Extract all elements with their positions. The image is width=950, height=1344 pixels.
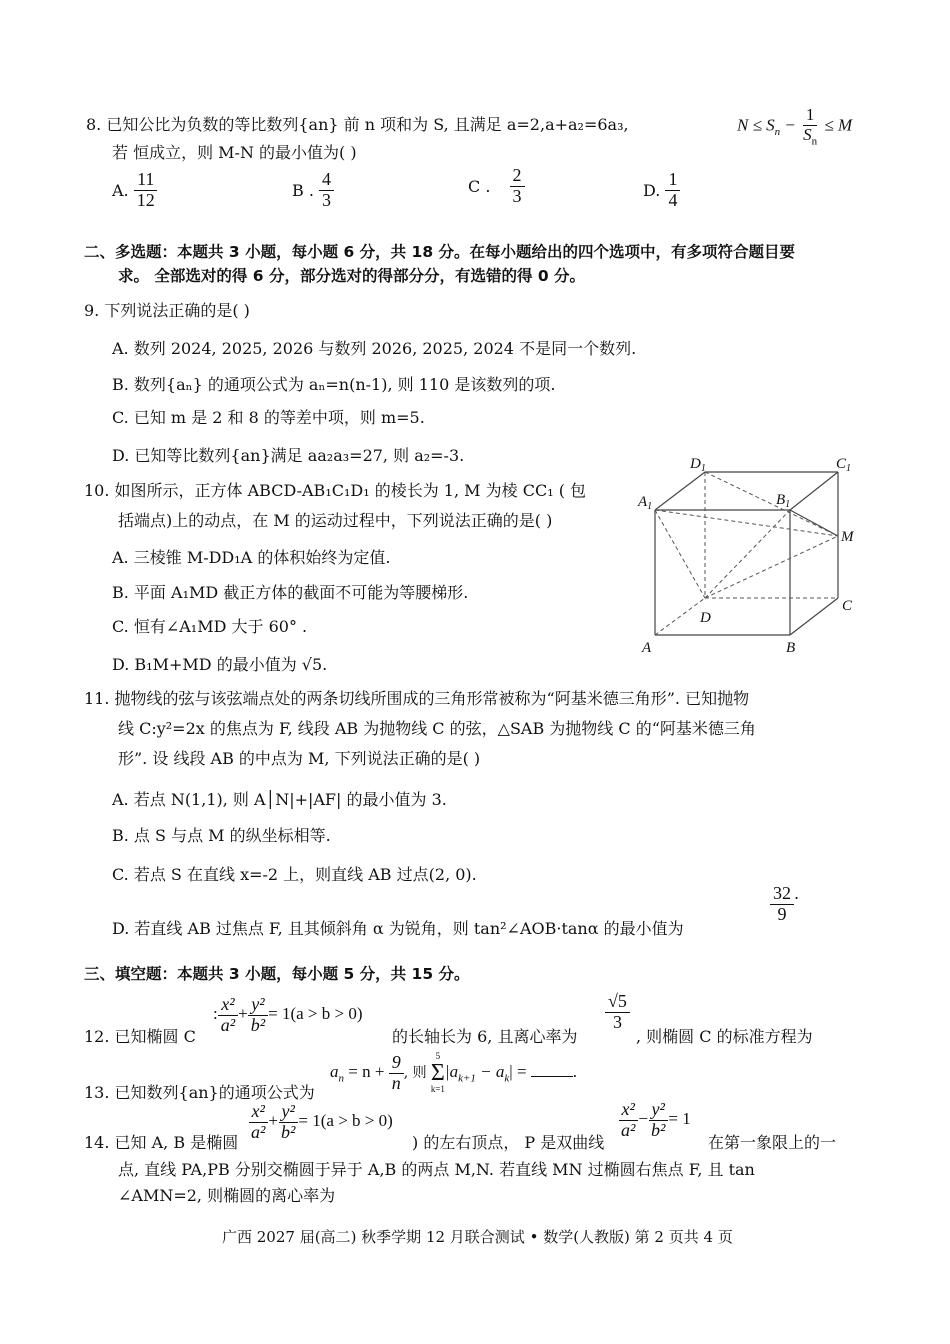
q8-option-c: C . $\frac{2}{3}$	[468, 166, 525, 207]
q10-option-c: C. 恒有∠A₁MD 大于 60° .	[112, 617, 308, 636]
cube-figure	[630, 450, 870, 660]
q11-option-c: C. 若点 S 在直线 x=-2 上，则直线 AB 过点(2, 0).	[112, 865, 477, 884]
section3-title: 三、填空题：本题共 3 小题，每小题 5 分，共 15 分。	[84, 965, 470, 983]
q14-prefix: 14. 已知 A, B 是椭圆	[84, 1133, 239, 1152]
label-a1: $A_1$	[638, 494, 653, 512]
q9-option-a: A. 数列 2024, 2025, 2026 与数列 2026, 2025, 2024 不是同一个数列.	[112, 339, 637, 358]
q11-option-b: B. 点 S 与点 M 的纵坐标相等.	[112, 826, 331, 845]
label-d: D	[700, 610, 711, 626]
section2-title: 二、多选题：本题共 3 小题，每小题 6 分，共 18 分。在每小题给出的四个选项中，有多项符合题目要	[84, 243, 796, 261]
q9-option-b: B. 数列{aₙ} 的通项公式为 aₙ=n(n-1), 则 110 是该数列的项.	[112, 375, 556, 394]
q11-option-a: A. 若点 N(1,1), 则 A│N|+|AF| 的最小值为 3.	[112, 790, 447, 809]
q12-middle: 的长轴长为 6, 且离心率为	[392, 1027, 578, 1046]
q12-eccentricity: $\frac{√5}{3}$	[605, 992, 630, 1033]
q13-formula: $a_n = n$ + $\frac{9}{n}$ , 则 5 Σ k=1 $|a_{k+1} - a_k|$ = .	[330, 1051, 578, 1094]
segment-b1m	[790, 510, 838, 536]
q14-tail: 在第一象限上的一	[708, 1133, 837, 1152]
label-b: B	[786, 640, 796, 656]
q11-option-d: D. 若直线 AB 过焦点 F, 且其倾斜角 α 为锐角，则 tan²∠AOB·tanα 的最小值为	[112, 919, 684, 938]
edge-bc	[790, 598, 838, 635]
q12-prefix: 12. 已知椭圆 C	[84, 1027, 196, 1046]
q12-ellipse-equation: : $\frac{\text{x²}}{\text{a²}}$ + $\frac{\text{y²}}{\text{b²}}$ = 1(a > b > 0)	[213, 994, 363, 1035]
q14-line2: 点, 直线 PA,PB 分别交椭圆于异于 A,B 的两点 M,N. 若直线 MN 过椭圆右焦点 F, 且 tan	[118, 1160, 755, 1179]
q14-hyperbola-equation: $\frac{\text{x²}}{\text{a²}}$ − $\frac{\text{y²}}{\text{b²}}$ = 1	[618, 1100, 691, 1141]
q11-line3: 形”. 设 线段 AB 的中点为 M, 下列说法正确的是( )	[118, 749, 481, 768]
q14-ellipse-equation: $\frac{\text{x²}}{\text{a²}}$ + $\frac{\text{y²}}{\text{b²}}$ = 1(a > b > 0)	[248, 1102, 393, 1143]
edge-a1d1	[655, 472, 705, 510]
q13-prefix: 13. 已知数列{an}的通项公式为	[84, 1083, 315, 1102]
q10-line2: 括端点)上的动点，在 M 的运动过程中，下列说法正确的是( )	[118, 511, 553, 530]
q8-inequality: $N \le S_n$ − $\frac{1}{S_n}$ ≤ M	[737, 105, 853, 148]
segment-d1m	[705, 472, 838, 536]
q10-option-b: B. 平面 A₁MD 截正方体的截面不可能为等腰梯形.	[112, 583, 469, 602]
q9-option-c: C. 已知 m 是 2 和 8 的等差中项，则 m=5.	[112, 408, 425, 427]
q13-answer-blank[interactable]	[531, 1062, 573, 1077]
q10-option-d: D. B₁M+MD 的最小值为 √5.	[112, 655, 328, 674]
q11-line1: 11. 抛物线的弦与该弦端点处的两条切线所围成的三角形常被称为“阿基米德三角形”. 已知抛物	[84, 689, 750, 708]
segment-dm	[705, 536, 838, 598]
label-c1: $C_1$	[836, 456, 852, 474]
q8-option-d: D. $\frac{1}{4}$	[643, 170, 680, 211]
q8-option-a: A. $\frac{11}{12}$	[112, 170, 158, 211]
q10-option-a: A. 三棱锥 M-DD₁A 的体积始终为定值.	[112, 548, 391, 567]
label-m: M	[841, 529, 854, 545]
q14-line3: ∠AMN=2, 则椭圆的离心率为	[118, 1186, 336, 1205]
q11-d-fraction: $\frac{32}{9}$ .	[770, 884, 799, 925]
q14-middle: ) 的左右顶点， P 是双曲线	[412, 1133, 605, 1152]
segment-a1d	[655, 510, 705, 598]
q10-line1: 10. 如图所示，正方体 ABCD-AB₁C₁D₁ 的棱长为 1, M 为棱 CC₁ ( 包	[84, 481, 587, 500]
q8-option-b: B . $\frac{4}{3}$	[292, 170, 334, 211]
q11-line2: 线 C:y²=2x 的焦点为 F, 线段 AB 为抛物线 C 的弦，△SAB 为抛物线 C 的“阿基米德三角	[118, 719, 756, 738]
label-d1: $D_1$	[690, 456, 706, 474]
page-footer: 广西 2027 届(高二) 秋季学期 12 月联合测试 • 数学(人教版) 第 2 页共 4 页	[222, 1228, 733, 1246]
q9-option-d: D. 已知等比数列{an}满足 aa₂a₃=27, 则 a₂=-3.	[112, 446, 465, 465]
q12-tail: , 则椭圆 C 的标准方程为	[636, 1027, 813, 1046]
label-a: A	[642, 640, 652, 656]
edge-b1c1	[790, 472, 838, 510]
edge-ad	[655, 598, 705, 635]
label-b1: $B_1$	[776, 492, 791, 510]
q8-line1: 8. 已知公比为负数的等比数列{an} 前 n 项和为 S, 且满足 a=2,a+a₂=6a₃,	[86, 115, 629, 134]
label-c: C	[842, 598, 853, 614]
q8-line2: 若 恒成立，则 M-N 的最小值为( )	[112, 143, 357, 162]
segment-a1m	[655, 510, 838, 536]
q9-stem: 9. 下列说法正确的是( )	[84, 301, 250, 320]
section2-desc: 求。 全部选对的得 6 分，部分选对的得部分分，有选错的得 0 分。	[118, 267, 586, 285]
